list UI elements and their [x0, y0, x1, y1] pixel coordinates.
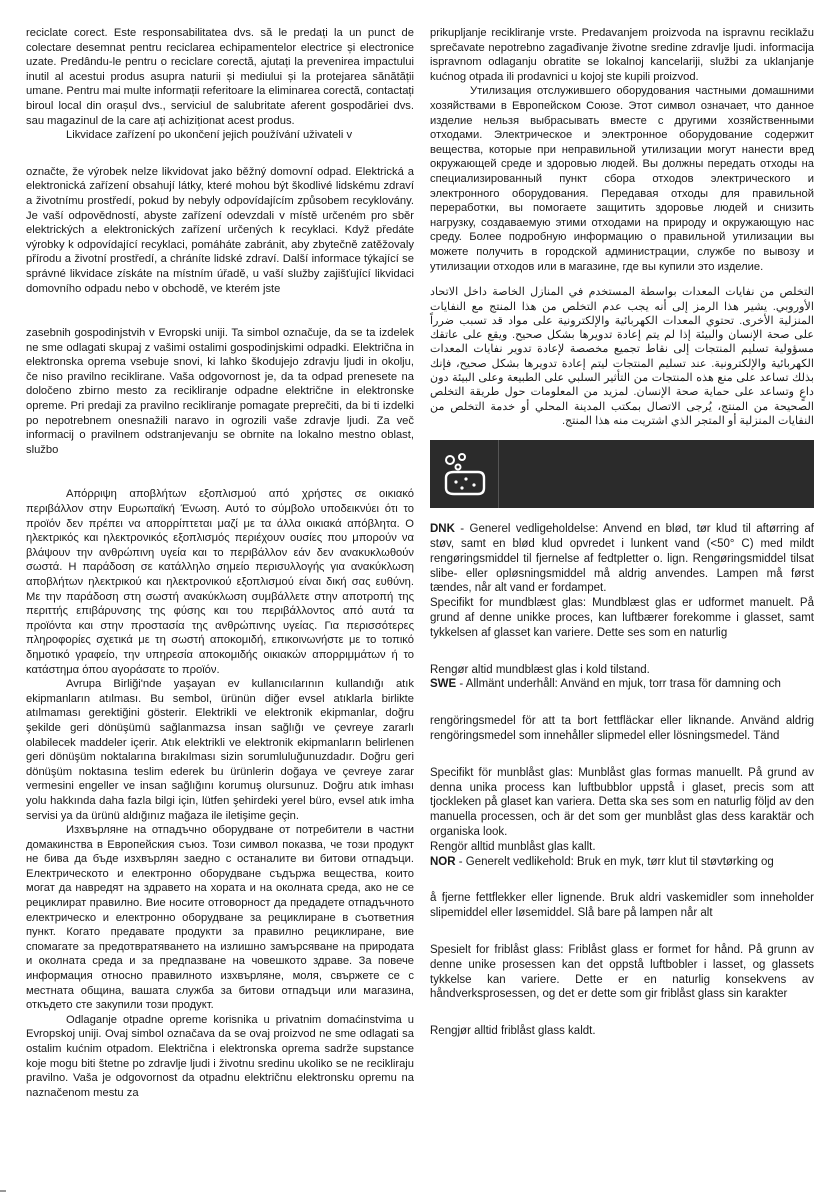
swedish-detergent-paragraph: rengöringsmedel för att ta bort fettfläckar eller liknande. Använd aldrig rengöringsmedel som innehåller slipmedel eller lösningsmedel. Tänd — [430, 715, 814, 743]
croatian-continued-paragraph: prikupljanje recikliranje vrste. Predavanjem proizvoda na ispravnu reciklažu sprečavate nepotrebno zagađivanje životne sredine zdravlje ljudi. informacija ispravnom odlaganju obratite se lokalnoj kancelariji, službi za uklanjanje kućnog otpada ili prodavnici u kojoj ste kupili proizvod. — [430, 27, 814, 83]
swe-label: SWE — [430, 678, 457, 691]
swedish-general-line — [430, 677, 814, 692]
danish-cold-line: Rengør altid mundblæst glas i kold tilstand. — [430, 663, 650, 676]
sponge-bubbles-icon — [430, 440, 499, 508]
turkish-paragraph — [26, 677, 414, 823]
czech-heading-text: Likvidace zařízení po ukončení jejich používání uživateli v — [66, 129, 353, 142]
greek-text: Απόρριψη αποβλήτων εξοπλισμού από χρήστες σε οικιακό περιβάλλον στην Ευρωπαϊκή Ένωση. Αυτό το σύμβολο υποδεικνύει ότι το προϊόν δεν πρέπει να απορρίπτεται μαζί με τα άλλα οικιακά απόβλητα. Ο ηλεκτρικός και ηλεκτρονικός εξοπλισμός περιέχουν ουσίες που μπορούν να βλάψουν την ανθρώπινη υγεία και το περιβάλλον εάν δεν ανακυκλωθούν σωστά. Η παράδοση σε κατάλληλο σημείο περισυλλογής για ανακύκλωση αποβλήτων ηλεκτρικού και ηλεκτρονικού εξοπλισμού είναι δική σας ευθύνη. Με την παράδοση στη σωστή ανακύκλωση συμβάλλετε στην αποτροπή της περιττής επιβάρυνσης της φύσης και του περιβάλλοντος από αυτά τα προϊόντα και στην προστασία της ανθρώπινης υγείας. Για περισσότερες πληροφορίες σχετικά με τη σωστή αποκομιδή, επικοινωνήστε με το τοπικό δημοτικό γραφείο, την υπηρεσία αποκομιδής οικιακών απορριμμάτων ή το κατάστημα όπου αγοράσατε το προϊόν. — [26, 488, 414, 676]
turkish-text: Avrupa Birliği'nde yaşayan ev kullanıcılarının kullandığı atık ekipmanların atılması. Bu sembol, ürünün diğer evsel atıklarla birlikte atılmaması gerektiğini gösterir. Elektrikli ve elektronik ekipmanlar, doğru şekilde geri dönüşümü sağlanmazsa insan sağlığı ve çevreye zararlı olabilecek maddeler içerir. Atık elektrikli ve elektronik ekipmanların belirlenen geri dönüşüm noktalarına bırakılması sizin sorumluluğunuzdadır. Doğru geri dönüşüm noktasına teslim ederek bu ürünlerin doğaya ve çevreye zarar vermesini engeller ve insan sağlığını korumuş olursunuz. Doğru atık imhası yolu hakkında daha fazla bilgi için, lütfen şehirdeki yerel büro, evsel atık imha servisi ya da ürünü aldığınız mağaza ile iletişime geçin. — [26, 678, 414, 822]
dnk-label: DNK — [430, 523, 455, 536]
russian-text: Утилизация отслужившего оборудования частными домашними хозяйствами в Европейском Союзе. Этот символ означает, что данное изделие нельзя выбрасывать вместе с другими хозяйственными отходами. Электрическое и электронное оборудование содержит вещества, которые при неправильной утилизации могут нанести вред окружающей среде и здоровью людей. Вы должны передать отходы на специализированный пункт сбора отходов электрического и электронного оборудования. Передавая отходы для правильной переработки, вы помогаете защитить здоровье людей и снизить нагрузку, создаваемую этими отходами на природу и окружающую нас среду. Более подробную информацию о правильной утилизации вы можете получить в городской администрации, службе по вывозу и утилизации отходов или в магазине, где вы купили это изделие. — [430, 85, 814, 273]
care-instructions-banner — [430, 440, 814, 508]
slovenian-paragraph: zasebnih gospodinjstvih v Evropski uniji. Ta simbol označuje, da se ta izdelek ne sme odlagati skupaj z vašimi ostalimi gospodinjskimi odpadki. Električna in elektronska oprema vsebuje snovi, ki lahko škodujejo zdravju ljudi in okolju, če niso pravilno reciklirane. Vaša odgovornost je, da ta odpad prenesete na določeno zbirno mesto za recikliranje odpadne električne in elektronske opreme. Pri predaji za pravilno recikliranje pomagate preprečiti, da bi ti izdelki po nepotrebnem onesnažili naravo in ogrozili vaše zdravje ljudi. Za več informacij o pravilnem odstranjevanju se obrnite na lokalno mestno oblast, službo — [26, 327, 414, 456]
danish-general-paragraph — [430, 522, 814, 596]
czech-paragraph: označte, že výrobek nelze likvidovat jako běžný domovní odpad. Elektrická a elektronická zařízení obsahují látky, které mohou být škodlivé lidskému zdraví a životnímu prostředí, pokud by nebyly odpovídajícím způsobem recyklovány. Je vaší odpovědností, abyste zařízení odevzdali v místě určeném pro sběr elektrických a elektronických zařízení určených k recyklaci. Když předáte výrobky k odpovídající recyklaci, pomáháte zabránit, aby zbytečně zatěžovaly přírodu a životní prostředí, a chráníte lidské zdraví. Další informace týkající se správné likvidace získáte na místním úřadě, u vaší služby zajišťující likvidaci domovního odpadu nebo v obchodě, ve kterém jste — [26, 165, 414, 295]
romanian-paragraph: reciclate corect. Este responsabilitatea dvs. să le predați la un punct de colectare desemnat pentru reciclarea echipamentelor electrice și electronice uzate. Predându-le pentru o reciclare corectă, ajutați la prevenirea impactului inutil al acestui produs asupra naturii și mediului și la protejarea sănătății umane. Pentru mai multe informații referitoare la eliminarea corectă, contactați biroul local din orașul dvs., serviciul de salubritate aferent gospodăriei dvs. sau magazinul de la care ați achiziționat acest produs. — [26, 27, 415, 127]
croatian-paragraph — [26, 1013, 414, 1101]
russian-paragraph — [430, 84, 814, 274]
dnk-general-text: - Generel vedligeholdelse: Anvend en blød, tør klud til aftørring af støv, samt en blød klud opvredet i lunkent vand (<50° C) med mildt rengøringsmiddel til fjernelse af fedtpletter o. lign. Rengøringsmiddel tilsat slibe- eller opløsningsmiddel må aldrig anvendes. Lampen må først tændes, når alt vand er fordampet. — [430, 523, 814, 595]
croatian-text: Odlaganje otpadne opreme korisnika u privatnim domaćinstvima u Evropskoj uniji. Ovaj simbol označava da se ovaj proizvod ne sme odlagati sa ostalim kućnim otpadom. Električna i elektronska oprema sadrže supstance koje mogu biti štetne po zdravlje ljudi i životnu sredinu ukoliko se ne recikliraju pravilno. Vaša je odgovornost da otpadnu električnu elektronsku opremu na naznačenom mestu za — [26, 1013, 414, 1099]
nor-label: NOR — [430, 855, 456, 868]
left-column — [26, 26, 414, 1100]
nor-general-text: - Generelt vedlikehold: Bruk en myk, tørr klut til støvtørking og — [455, 855, 774, 868]
swe-general-text: - Allmänt underhåll: Använd en mjuk, torr trasa för damning och — [456, 678, 781, 691]
norwegian-cold-line: Rengjør alltid friblåst glass kaldt. — [430, 1025, 596, 1038]
swedish-cold-line: Rengör alltid munblåst glas kallt. — [430, 840, 596, 853]
bulgarian-paragraph — [26, 823, 414, 1013]
norwegian-general-line — [430, 855, 814, 870]
swedish-glass-paragraph: Specifikt för munblåst glas: Munblåst glas formas manuellt. På grund av denna unika process kan luftbubblor uppstå i glaset, precis som att tjockleken på glaset kan variera. Detta ska ses som en naturlig följd av den manuella processen, och är det som ger munblåst glas dess karaktär och organiska look. — [430, 766, 814, 838]
norwegian-glass-paragraph: Spesielt for friblåst glass: Friblåst glass er formet for hånd. På grunn av denne unike prosessen kan det oppstå luftbobler i lasset, og glassets tykkelse kan variere. Dette er en naturlig konsekvens av håndverksprosessen, og det er dette som gir friblåst glass sin karakter — [430, 943, 814, 1001]
right-column — [430, 26, 814, 1039]
norwegian-detergent-paragraph: å fjerne fettflekker eller lignende. Bruk aldri vaskemidler som inneholder slipemiddel eller løsemiddel. Slå bare på lampen når alt — [430, 892, 814, 920]
danish-glass-paragraph: Specifikt for mundblæst glas: Mundblæst glas er udformet manuelt. På grund af denne unikke proces, kan luftbærer forekomme i glasset, samt tykkelsen af glasset kan variere. Dette ses som en naturlig — [430, 597, 814, 639]
bulgarian-text: Изхвърляне на отпадъчно оборудване от потребители в частни домакинства в Европейския съюз. Този символ показва, че този продукт не бива да бъде изхвърлян заедно с останалите ви битови отпадъци. Електрическото и електронно оборудване съдържа вещества, които могат да навредят на здравето на хората и на околната среда, ако не се рециклират правилно. Вие носите отговорност да предадете отпадъчното електрическо и електронно оборудване за рециклиране в съответния пункт. Когато предавате продукти за правилно рециклиране, вие спомагате за предотвратяването на излишно замърсяване на природата и околната среда и за предпазване на човешкото здраве. За повече информация относно правилното изхвърляне, моля, свържете се с местната община, вашата служба за битови отпадъци или магазина, откъдето сте закупили този продукт. — [26, 824, 414, 1012]
greek-paragraph — [26, 487, 414, 677]
czech-heading-line — [26, 128, 414, 143]
arabic-paragraph: التخلص من نفايات المعدات بواسطة المستخدم في المنازل الخاصة داخل الاتحاد الأوروبي. يشير هذا الرمز إلى أنه يجب عدم التخلص من هذا المنتج مع النفايات المنزلية الأخرى. تحتوي المعدات الكهربائية والإلكترونية على مواد قد تسبب ضرراً على صحة الإنسان والبيئة إذا لم يتم إعادة تدويرها بشكل صحيح. ويقع على عاتقك مسؤولية تسليم المنتجات إلى نقاط تجميع مخصصة لإعادة تدوير نفايات المعدات الكهربائية والإلكترونية. عند تسليم المنتجات ليتم إعادة تدويرها بشكل صحيح، فإنك بذلك تساعد على منع هذه المنتجات من التأثير السلبي على الطبيعة وعلى البيئة دون داعٍ وتساعد على حماية صحة الإنسان. لمزيد من المعلومات حول طريقة التخلص الصحيحة من المنتج، يُرجى الاتصال بمكتب المدينة المحلي أو خدمة التخلص من النفايات المنزلية أو المتجر الذي اشتريت منه هذا المنتج. — [430, 286, 814, 427]
